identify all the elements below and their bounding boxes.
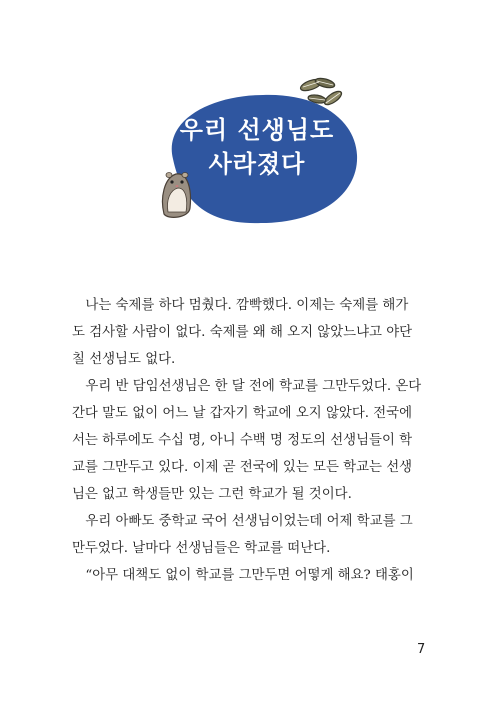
text-line: 칠 선생님도 없다.	[72, 352, 176, 367]
text-line: 우리 반 담임선생님은 한 달 전에 학교를 그만두었다. 온다	[85, 379, 422, 394]
hamster-icon	[160, 168, 192, 224]
text-line: 님은 없고 학생들만 있는 그런 학교가 될 것이다.	[72, 487, 352, 502]
text-line: “아무 대책도 없이 학교를 그만두면 어떻게 해요? 태홍이	[85, 568, 414, 583]
text-line: 우리 아빠도 중학교 국어 선생님이었는데 어제 학교를 그	[85, 514, 413, 529]
text-line: 간다 말도 없이 어느 날 갑자기 학교에 오지 않았다. 전국에	[72, 406, 413, 421]
chapter-title-line1: 우리 선생님도	[179, 116, 335, 144]
paragraph	[72, 292, 442, 373]
text-line: 만두었다. 날마다 선생님들은 학교를 떠난다.	[72, 541, 331, 556]
text-line: 나는 숙제를 하다 멈췄다. 깜빡했다. 이제는 숙제를 해가	[85, 298, 409, 313]
page-number: 7	[417, 642, 426, 657]
text-line: 도 검사할 사람이 없다. 숙제를 왜 해 오지 않았느냐고 야단	[72, 325, 413, 340]
paragraph	[72, 562, 442, 589]
paragraph	[72, 373, 442, 508]
chapter-title-line2: 사라졌다	[208, 150, 306, 178]
paragraph	[72, 508, 442, 562]
body-text	[72, 292, 442, 589]
text-line: 서는 하루에도 수십 명, 아니 수백 명 정도의 선생님들이 학	[72, 433, 413, 448]
text-line: 교를 그만두고 있다. 이제 곧 전국에 있는 모든 학교는 선생	[72, 460, 413, 475]
